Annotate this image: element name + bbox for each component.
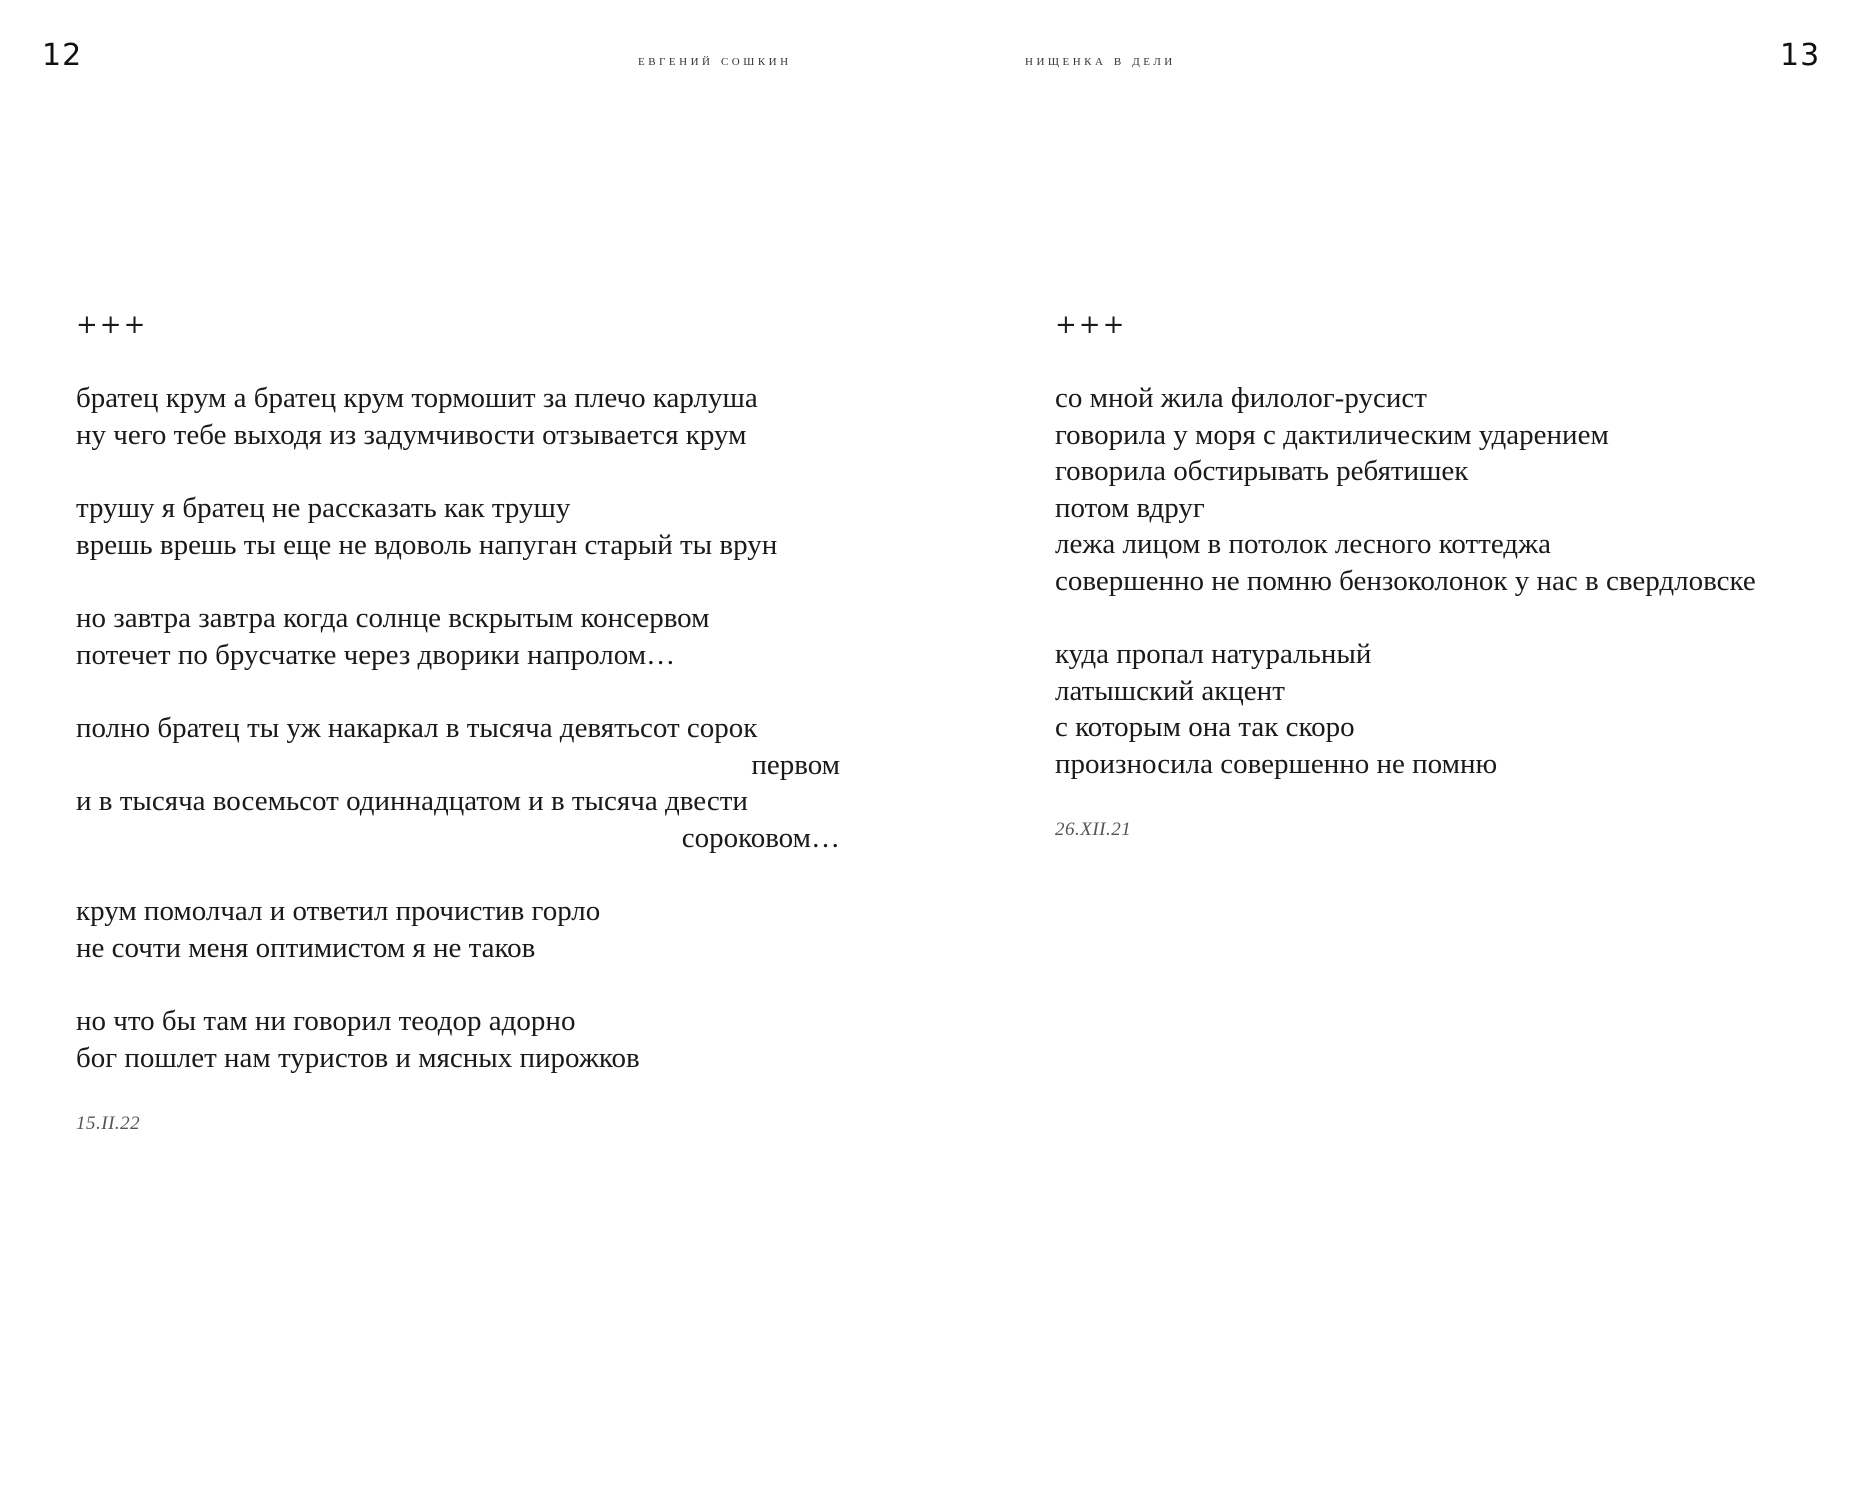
poem-line: говорила обстирывать ребятишек: [1055, 455, 1469, 487]
poem-date: 26.XII.21: [1055, 819, 1132, 840]
page-number-left: 12: [42, 38, 83, 73]
poem-line: с которым она так скоро: [1055, 711, 1355, 743]
poem-line: совершенно не помню бензоколонок у нас в свердловске: [1055, 564, 1756, 597]
poem-line: врешь врешь ты еще не вдоволь напуган старый ты врун: [76, 528, 778, 561]
stanza: [1055, 380, 1835, 599]
poem-line: лежа лицом в потолок лесного коттеджа: [1055, 528, 1551, 560]
poem-date: 15.II.22: [76, 1113, 141, 1134]
stanza: [76, 893, 840, 966]
poem-line: произносила совершенно не помню: [1055, 747, 1498, 780]
poem-line: крум помолчал и ответил прочистив горло: [76, 895, 601, 927]
stanza: [76, 1003, 840, 1076]
running-head-title: нищенка в дели: [1025, 52, 1176, 69]
poem-line: латышский акцент: [1055, 674, 1285, 707]
page-number-right: 13: [1780, 38, 1821, 73]
stanza: [76, 710, 840, 856]
poem-line: ну чего тебе выходя из задумчивости отзывается крум: [76, 418, 747, 451]
poem-line: говорила у моря с дактилическим ударением: [1055, 418, 1609, 451]
stanza: [76, 490, 840, 563]
poem-line: не сочти меня оптимистом я не таков: [76, 931, 536, 964]
poem-line-turnover: сороковом…: [681, 821, 840, 854]
poem-line: потом вдруг: [1055, 491, 1205, 524]
stanza: [76, 380, 840, 453]
poem-line: трушу я братец не рассказать как трушу: [76, 492, 571, 524]
stanza: [76, 600, 840, 673]
poem-line: полно братец ты уж накаркал в тысяча девятьсот сорок: [76, 712, 758, 744]
poem-line: бог пошлет нам туристов и мясных пирожков: [76, 1041, 640, 1074]
poem-line-turnover: первом: [751, 748, 840, 781]
poem-marker: +++: [76, 310, 148, 340]
poem-line: со мной жила филолог-русист: [1055, 382, 1427, 414]
poem-line: и в тысяча восемьсот одиннадцатом и в тысяча двести: [76, 785, 748, 817]
stanza: [1055, 636, 1835, 782]
poem-line: потечет по брусчатке через дворики напролом…: [76, 638, 676, 671]
poem-line: куда пропал натуральный: [1055, 638, 1372, 670]
poem-right: [1055, 307, 1835, 841]
poem-marker: +++: [1055, 310, 1127, 340]
poem-line: но что бы там ни говорил теодор адорно: [76, 1005, 576, 1037]
poem-line: но завтра завтра когда солнце вскрытым консервом: [76, 602, 710, 634]
poem-left: [76, 307, 840, 1135]
poem-line: братец крум а братец крум тормошит за плечо карлуша: [76, 382, 758, 414]
running-head-author: евгений сошкин: [638, 52, 792, 69]
